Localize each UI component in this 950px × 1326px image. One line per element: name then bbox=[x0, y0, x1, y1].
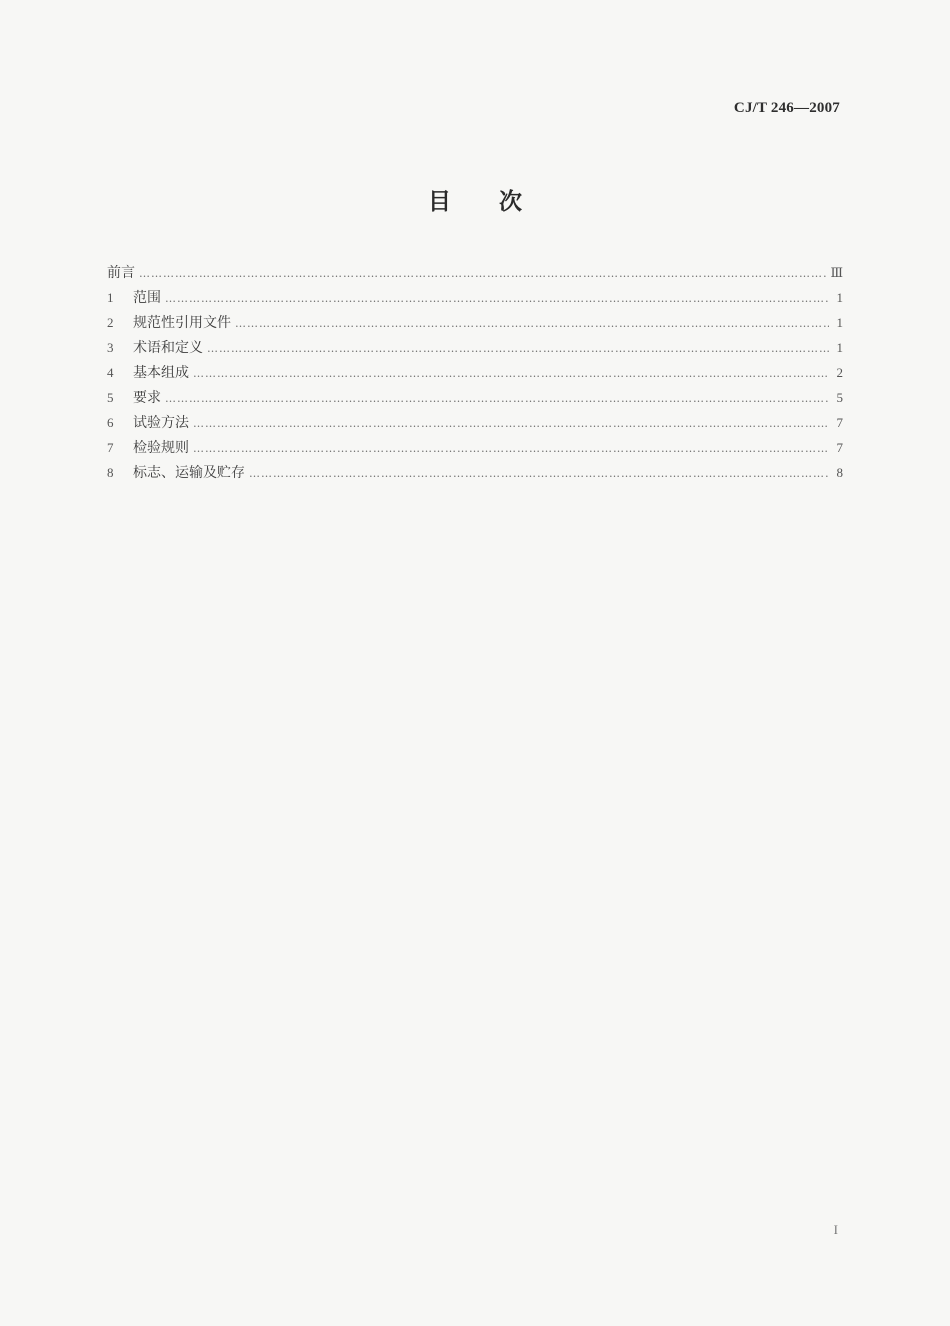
toc-entry-page: 1 bbox=[836, 290, 843, 305]
toc-leader-dots bbox=[235, 317, 829, 330]
toc-entry-page: Ⅲ bbox=[830, 265, 843, 280]
toc-entry-number: 6 bbox=[107, 415, 114, 430]
toc-entry-label: 基本组成 bbox=[133, 365, 189, 381]
toc-leader-dots bbox=[249, 467, 829, 480]
toc-entry-label: 检验规则 bbox=[133, 440, 189, 456]
toc-entry-number: 5 bbox=[107, 390, 114, 405]
toc-entry-terms-definitions[interactable] bbox=[107, 337, 843, 362]
toc-entry-label: 术语和定义 bbox=[133, 340, 203, 356]
toc-leader-dots bbox=[165, 392, 829, 405]
toc-entry-number: 7 bbox=[107, 440, 114, 455]
toc-entry-page: 1 bbox=[836, 315, 843, 330]
toc-entry-marking-transport-storage[interactable] bbox=[107, 462, 843, 487]
toc-entry-page: 5 bbox=[836, 390, 843, 405]
toc-entry-number: 8 bbox=[107, 465, 114, 480]
toc-entry-number: 3 bbox=[107, 340, 114, 355]
toc-leader-dots bbox=[139, 267, 826, 280]
toc-entry-page: 7 bbox=[836, 415, 843, 430]
toc-entry-label: 要求 bbox=[133, 390, 161, 406]
toc-entry-normative-references[interactable] bbox=[107, 312, 843, 337]
toc-leader-dots bbox=[207, 342, 829, 355]
toc-entry-basic-composition[interactable] bbox=[107, 362, 843, 387]
toc-entry-number: 2 bbox=[107, 315, 114, 330]
toc-entry-label: 标志、运输及贮存 bbox=[133, 465, 245, 481]
toc-entry-page: 8 bbox=[836, 465, 843, 480]
toc-entry-page: 1 bbox=[836, 340, 843, 355]
toc-leader-dots bbox=[193, 367, 829, 380]
table-of-contents bbox=[107, 262, 843, 487]
toc-entry-requirements[interactable] bbox=[107, 387, 843, 412]
page-title: 目次 bbox=[428, 189, 570, 215]
toc-entry-label: 规范性引用文件 bbox=[133, 315, 231, 331]
toc-entry-page: 2 bbox=[836, 365, 843, 380]
standard-number: CJ/T 246—2007 bbox=[733, 100, 840, 116]
toc-leader-dots bbox=[193, 442, 829, 455]
toc-entry-inspection-rules[interactable] bbox=[107, 437, 843, 462]
page-number: I bbox=[833, 1222, 838, 1237]
toc-entry-foreword[interactable] bbox=[107, 262, 843, 287]
toc-entry-test-methods[interactable] bbox=[107, 412, 843, 437]
toc-entry-label: 范围 bbox=[133, 290, 161, 306]
toc-entry-number: 1 bbox=[107, 290, 114, 305]
toc-leader-dots bbox=[165, 292, 829, 305]
toc-entry-number: 4 bbox=[107, 365, 114, 380]
toc-entry-scope[interactable] bbox=[107, 287, 843, 312]
toc-entry-label: 前言 bbox=[107, 265, 135, 281]
toc-entry-page: 7 bbox=[836, 440, 843, 455]
toc-entry-label: 试验方法 bbox=[133, 415, 189, 431]
toc-leader-dots bbox=[193, 417, 829, 430]
